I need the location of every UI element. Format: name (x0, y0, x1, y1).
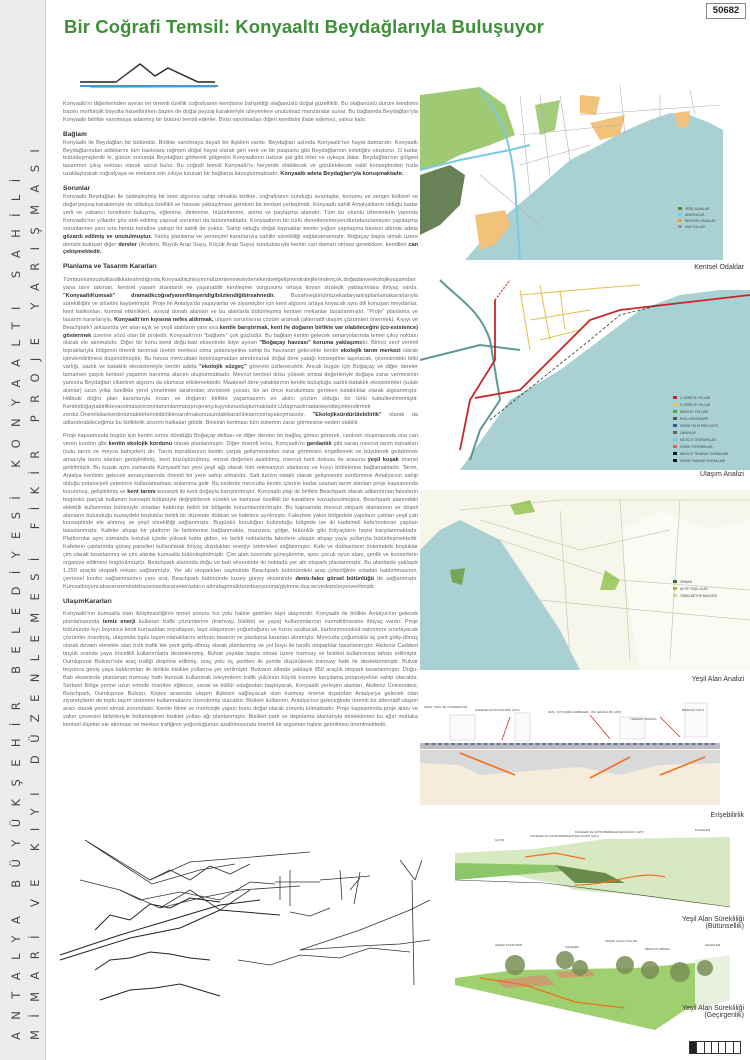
ulasim-text: Konyaaltı'nın kumsalla olan iletişimsizliğinin temel sorunu hız yolu haline getirilen taşıt ulaşımıdır. Konyaaltı ile birlikte Antalya'nın gelecek planlamasında (63, 611, 418, 626)
section-erisebilirlik (420, 705, 730, 810)
map-ulasim-analizi (420, 280, 750, 470)
sea-area (460, 290, 750, 470)
svg-text:ÖNERİ TELEFERİK HATTI: ÖNERİ TELEFERİK HATTI (680, 424, 719, 428)
label-tramvay: TRAMVAY DURAĞI (630, 717, 657, 721)
caption-line: Yeşil Alan Sürekliliği (682, 1005, 744, 1012)
map-kentsel-odaklar (420, 75, 750, 260)
sheet-segment (726, 1042, 733, 1053)
section-heading-ulasim: UlaşımKararları (63, 597, 112, 605)
svg-text:AKTİF YEŞİL ALAN: AKTİF YEŞİL ALAN (680, 587, 708, 591)
planlama-bold: "Boğaçay havzası" koruma yaklaşımı (259, 340, 361, 347)
planlama-text: olarak da adlandırabileceğimiz bu birliktelik zincirin halkaları gibidir. Birisinin kırılması tüm sistemin zarar görmesine neden olabilir. (63, 411, 418, 426)
planlama-paragraph-1 (63, 277, 418, 427)
planlama-bold: yeşil kuşak (367, 457, 399, 464)
caption-ulasim-analizi: Ulaşım Analizi (700, 471, 744, 478)
svg-text:RAYLI SİSTEMLER: RAYLI SİSTEMLER (680, 417, 708, 421)
sidebar-banner (0, 0, 46, 1060)
sheet-segment (697, 1042, 704, 1053)
competition-owner-text: ANTALYA BÜYÜKŞEHİR BELEDİYESİ KONYAALTI SAHİLİ (9, 166, 23, 1040)
caption-line: (Geçirgenlik) (704, 1012, 744, 1019)
caption-yesil-alan-analizi: Yeşil Alan Analizi (691, 676, 744, 683)
planlama-bold: deniz-falez görsel bütünlüğü (295, 575, 375, 582)
label-ahsap-platform: AHŞAP PLATFORM (495, 943, 523, 947)
section-heading-baglam: Bağlam (63, 130, 87, 138)
caption-line: Yeşil Alan Sürekliliği (682, 916, 744, 923)
planlama-bold: "Ekolojiksürdürülebilirlik" (312, 411, 382, 418)
baglam-text: Konyaaltı ile Beydağları bir bütündür. Birlikte varolmaya dayalı bir ilişkileri vardır. Beydağları aslında Konyaaltı'nın hayat damarıdır. Konyaaltı Beydağlarından aldıklarını tüm baskılara rağmen doğal hayat olarak geri verir ve bir paspartu gibi Beydağlarının estetiğini oluşturur. O kadar bütünleşmişlerdir ki, günün sonunda Beydağları görkemli gölgesini Konyaaltının üstüne şal gibi örter ve uykuya dalar. Beydağları'nın gölgesi tasarımın çıkış noktası olarak vücut bulur. Bu coğrafi temsil Konyaaltı'nı heryerde olabilecek ve görülebilecek sahil konseptinden hızla uzaklaştırarak coğrafyaya ve mekana sıkı sıkıya tutunan bir bağlama kavuşturmaktadır. (63, 139, 418, 178)
sheet-segment (734, 1042, 740, 1053)
planlama-text: ulaşım sorunlarına çözüm aramak (alternatif ulaşım çözümleri önermek), Kıyıyı ve Beachpark'ı arkasında yer alan açık ve yeşil alanların yanı sıra (63, 316, 418, 331)
planlama-text: konsepti ile kent doğayla barıştırılmıştır. Konyaaltı plajı ile birlikte Beachpark olarak adlandırılan falezlerin bugünkü parçalı kullanım konsepti bütünüyle değiştirilerek sürekli ve kamusal özellikli bir karaktere kavuşturulmuştur. Beachpark alanındaki eklektik kullanımlar bütünüyle ortadan kaldırılıp belirli bir bölgede konumlandırılmıştır. Bu kapsamda mevcut otopark alanlarının ve döşeli alanların bulunduğu kuzeydeki boşluklar belirli bir düzende dükkan ve kafelere ayrılmıştır. Falezlere yakın bölgedeki yapıların çatıları yeşil çatı konseptinde ele alınmış ve yeşil sürekliliği sağlanmıştır. Bugünkü koruluğun bulunduğu bölgede ise iki kademeli kafe/restoran yapıları tasarlanmıştır. Kafeler ahşap bir platform ile birbirlerine bağlanmakta, manzara, gölge, bütünlük gibi ihtiyaçların hepsi karşılanmaktadır. Platformlar aynı zamanda koruluk içinde yüksek kotta giden, ve belirli noktalarda falezlere ulaşan ahşap yaya yollarıyla bütünleşmektedir. Kafelerin çatılarında güneş panelleri kullanılarak ihtiyaç duydukları enerjiyi üretmeleri sağlanmıştır. Kafe ve dükkanların önlerindeki boşluklar çim olarak tasarlanmış ve çim alanlar kumsalla bütünleştirilmiştir. Çim alan üzerinde güneşlenme, spor, çocuk oyun alanı, şenlik ve konserlerin organize edilmesi öngörülmüştür. Beachpark alanında doğu ve batı ekseninde iki noktada yer altı otopark planlanmıştır. Bu alanlarda yaklaşık 1.250 araçlık otopark imkanı sağlanmıştır. Yer altı otoparkları sayesinde Beachpark bütünündeki araç çirkinliğinin ortadan kaldırılmasının, çevresel konfor sağlanmasının yanı sıra, Beachpark bütününde kuzey güney ekseninde (63, 488, 418, 582)
legend-label: AKARSULAR (685, 213, 705, 217)
proposed-road (495, 280, 510, 300)
svg-text:2. DERECE YOLLAR: 2. DERECE YOLLAR (680, 403, 711, 407)
label-kafeler: KAFELER (FOTOVOLTAİK ÇATI) (475, 708, 520, 712)
label-kafeler-1: KAFELER VE SATIŞ BİRİMLERİ (EKOLOJİK ÇATI) (530, 834, 599, 838)
legend-label: KENTSEL ODAKLAR (685, 219, 716, 223)
label-falezler: FALEZLER (695, 828, 711, 832)
entry-code: 50682 (706, 3, 746, 19)
svg-text:MEVCUT OTOPARKLAR: MEVCUT OTOPARKLAR (680, 438, 716, 442)
label-kafeler: KAFELER (565, 945, 579, 949)
label-ahsap-ucan-yollar: AHŞAP UÇAN YOLLAR (605, 939, 638, 943)
ulasim-bold: temiz enerji (102, 619, 136, 626)
sheet-segment (690, 1042, 697, 1053)
sorunlar-bold: dereler (118, 241, 137, 248)
svg-text:ORMAN: ORMAN (680, 580, 692, 584)
sorunlar-bold: can çekişmektedir. (63, 241, 418, 256)
caption-butunsellik (640, 916, 744, 930)
label-mevcut-orman: MEVCUT ORMAN (645, 947, 670, 951)
planlama-text: de sağlanmıştır. Kumsalboyuncabazenzemindebazeniseduvarveterasların altındagömüktarzdasoyunma/giyinme,duş,wcvedepolaryerverilmiştir. (63, 575, 418, 590)
svg-text:MEVCUT TRAMVAY DURAKLARI: MEVCUT TRAMVAY DURAKLARI (680, 452, 729, 456)
planlama-text: görevini üstlenecektir. Ancak bugün için Boğaçay ve diğer dereler tamamen çarpık kentsel yaşamın barınma alanını oluşturmaktadır. Mevcut kentsel doku yüksek emsal değerleriyle doğaya zarar vermesinin yanısıra Beydağları silüetinin algısını da olumsuz etkilemektedir. Maalesef dere yataklarının kentle buluştuğu sazlık-bataklık ekosistemler (sulak alanlar) uzun yıllar özellikle yerel yönetimler tarafından sivrisinek yuvası, bir an önce kurutulması gereken bataklıklar olarak algılanmıştır. Hâlbuki doğru plan kararlarıyla insan ve doğanın birlikte yaşamasının en akılcı çözüm olduğu bir türlü kabullenilmemiştir. Kentindoğaylabirliktevarolmasürecinintanımlanmasıprojeninçıkışyolunuoluşturmaktadır.Uzlaşmaolmadankentibiçimlendirmek zordur.Önemliolankentintümaktörlerininbirliktevarolmakonusundakikararlılıklarınıortayakoymasıdır. (63, 364, 418, 418)
river (420, 345, 520, 360)
label-bisiklet: BİSİKLET YOLU (682, 708, 705, 712)
planlama-text: Proje kapsamında bugün için kentin sırtını döndüğü Boğaçay deltası ve diğer dereler bir bağlaç görevi görerek, canlının oluşmasında ona can veren kordon gibi (63, 433, 418, 448)
primary-road (460, 300, 495, 450)
planlama-bold: kent tarımı (127, 488, 156, 495)
planlama-text: önerisi getirilmiştir. Bu kuşak aynı zamanda Konyaaltı'nın yeni yeşil ağı olarak tüm rekreasyon alanlarını ve kıyıyı birbirlerine bağlamaktadır. Tarım, Antalya kentinin gelecek senaryolarında önemli bir yere sahip olmalıdır. Salt turizm odaklı olarak gelişmesini sürdürmesi Antalya'nın sahip olduğu potansiyeli yeterince kullanamaması anlamına gelir. Bu nedenle mevcutta kentin içlerine kadar uzanan tarım alanları proje kapsamında korunmuş, geliştirilmiş ve (63, 457, 418, 495)
sorunlar-paragraph (63, 194, 418, 257)
caption-line: (Bütünsellik) (705, 923, 744, 930)
label-cayir: ÇAYIR (495, 838, 504, 842)
legend-label: ANA YOLLAR (685, 225, 705, 229)
planlama-paragraph-2 (63, 433, 418, 591)
section-heading-sorunlar: Sorunlar (63, 185, 91, 193)
planlama-bold: kentin ekolojik kordonu (108, 441, 173, 448)
planlama-bold: Konyaaltı'nın kıyısına nefes aldırmak, (114, 316, 214, 323)
baglam-paragraph (63, 140, 418, 180)
sheet-segment (712, 1042, 719, 1053)
text-column (63, 101, 418, 736)
sheet-segment (719, 1042, 726, 1053)
section-heading-planlama: Planlama ve Tasarım Kararları (63, 263, 157, 271)
svg-text:BİSİKLET YOLLARI: BİSİKLET YOLLARI (680, 410, 709, 414)
page-title: Bir Coğrafi Temsil: Konyaaltı Beydağlarıyla Buluşuyor (64, 16, 544, 37)
sheet-segment (705, 1042, 712, 1053)
svg-text:ÖNERİ OTOPARKLAR: ÖNERİ OTOPARKLAR (680, 445, 713, 449)
planlama-bold: ekolojik tarım merkezi (340, 348, 401, 355)
section-butunsellik (455, 828, 730, 915)
mountain-sketch-2 (60, 898, 280, 1000)
mountain-logo-icon (80, 52, 220, 92)
legend-label: YEŞİL ALANLAR (685, 207, 710, 211)
caption-gecirgenlik (640, 1005, 744, 1019)
map-yesil-alan-analizi (420, 490, 750, 670)
planlama-text: Tümbuolumsuzluklardikkatealındığında,Konyaaltıiçinkıyınındüzenlenmesindenekentselgelişmestratejilerindençok,doğadanveekolojikyaşamdan yana tavır takınan, kentsel yaşam standardı ve yaşanabilir kentleşme vurgusunu ortaya koyan stratejik yaklaşımlara ihtiyaç vardır. (63, 277, 418, 292)
planlama-bold: kentle barıştırmak, kent ile doğanın birlikte var olabileceğini (co-existence) göstermek (63, 324, 418, 339)
planlama-text: üzerine sözü olan bir projedir. Konyaaltı'nın "bağlamı" çok güçlüdür. Bu bağlam kentin gelecek senaryolarında temel çıkış noktası olarak ele alınmalıdır. Diğer bir konu kenti doğu-batı ekseninde ikiye ayıran (63, 332, 418, 347)
caption-erisebilirlik: Erişebilirlik (710, 812, 744, 819)
sorunlar-text: (Arıdere, Büyük Arap Suyu, Küçük Arap Suyu) sunduklarıyla kentin can damarı olması gerekirken, kendileri (138, 241, 407, 248)
label-dus: DUŞ - SOYUNMA KABİNLERİ - WC (EKOLOJİK ÇATI) (548, 710, 622, 714)
planlama-bold: "KonyaaltıKumsalı" dramatikcoğrafyanınfilmşeridigibiizlendiğibirsahnedir. (63, 293, 275, 300)
sorunlar-text: Konyaaltı Beydağları ile özdeşleşmiş bir kent algısına sahip olmakla birlikte, coğrafyanın sunduğu avantajlar, konumu ve zengin kültürel ve doğal peyzaj karakteriyle de oldukça özellikli ve hassas yaklaşılması gereken bir kentsel yerleşimdir. Konyaaltı sahili Antalyalıların olduğu kadar yerli ve yabancı turistlerin buluşma, eğlenme, dinlenme, hüzünlenme, anma ve paylaşma alanıdır. Tüm bu olumlu izlenimlerin yanında Konyaaltı'nın yıllardır göz ardı edilmiş yapısal sorunları da bulunmaktadır. Konyaaltının bir türlü denetlenemeyen/durudurulamayan yapılaşma sorunlarının yanı sıra henüz kendine yakışır bir sahili de yoktur. Sahip olduğu doğal kaynaklar kentin yoğun yapılaşma baskısı altında adeta (63, 194, 418, 232)
planlama-text: dır. Birinci sınıf verimli topraklarıyla bölgenin önemli tarımsal üretim merkezi olma potansiyeline sahip bu havzanın gelecekte kentin (63, 340, 418, 355)
label-falezler: FALEZLER (705, 943, 721, 947)
intro-paragraph: Konyaaltı'nı diğerlerinden ayıran en önemli özellik coğrafyanın kendisine bahşettiği olağanüstü doğal güzelliktir. Bu olağanüstü durum kendisini bazen morfolojik boyutta hissettirirken bazen de doğal peyzaj karakteriyle izleyenlere unutulmaz manzaralar sunar. Bu bağlamda Beydağları'yla Konyaaltı birlikte varolmaya adanmış bir bütünü temsil ederler. Birisi varolmadan diğeri kendisini ifade edemez, yalnız kalır. (63, 101, 418, 123)
planlama-bold: "ekolojik süzgeç" (199, 364, 247, 371)
sorunlar-bold: gözardı edilmiş ve unutulmuştur. (63, 233, 152, 240)
sheet-indicator (689, 1041, 741, 1054)
competition-name-text: MİMARİ VE KIYI DÜZENLEMESİ FİKİR PROJE YARIŞMASI (28, 136, 42, 1040)
planlama-text: olarak işlevlendirilmesi düşünülmüştür. Bu havza mevcuttaki betonlaşmadan arındırılarak doğal dere yatağı konseptine taşınacak, çevresindeki bitki varlığı, sazlık ve bataklık ekosistemiyle kentin adeta (63, 348, 419, 371)
svg-text:1. DERECE YOLLAR: 1. DERECE YOLLAR (680, 396, 711, 400)
svg-text:TARIM-MEYVE BAHÇESİ: TARIM-MEYVE BAHÇESİ (680, 594, 717, 598)
ulasim-paragraph (63, 611, 418, 730)
planlama-bold: gerdanlık (306, 441, 332, 448)
ulasim-text: kullanan trafik çözümlerine (tramvay, bisiklet ve yaya) kullanımlarının özendirilmesine ihtiyaç vardır. Proje bütününde kıyı boyunca kenti kumsaldan soyutlayan, taşıt ulaşımının yoğunluğunu ve hızını azaltacak, karbonmonoksit salınımını sınırlayacak çözümler önerilmiş, ulaşımda toplu taşım olanaklarını arttıran tasarım ve planlama kararları alınmıştır. Mevcutta çoğunlukla üç şerit gidiş-dönüş olarak devam etmekte olan hızlı trafik tek şerit gidiş-dönüş olarak planlanmış ve yol boyu iki taraflı otoparklar tasarlanmıştır. Akdeniz Caddesi büyük oranda yaya öncelikli kullanımlarla desteklenmiş, Bulvar yayalar başta olmak üzere tramvay ve bisiklet kullanımına tahsis edilmiştir. Dumlupınar Bulvarı'nda araç trafiği disipline edilmiş, araç yolu üç şeritten iki şeride düşürülerek tramvay hattı ile desteklenmiştir. Bulvar boyunca geniş yaya kaldırımları ile birlikte bisiklet yollarına yer verilmiştir. Bulvarın altında yaklaşık 850 araçlık otopark tasarlanmıştır. Doğu-Batı ekseninde planlanan tramvay hattı kumsalı kullanmak isteyenlerin trafik yükünün büyük kısmını karşılama potansiyeline sahip olacaktır. Serbest Bölge yerine uzun erimde önerilen eğlence, sanat ve kültür odağından başlayarak, Konyaaltı yerleşim alanları, Akdeniz Üniversitesi, Beachpark, Dumlupınar Bulvarı, Kepez arasında ulaşım ilişkisini sağlayacak olan tramvay önerisi dışarıdan Antalya'ya gelecek olan ziyaretçilerin de toplu taşım sistemini kullanmalarını özendirmiş olacaktır. Bisiklet kullanımı, Antalya'nın geleceğinde önemli bir alternatif ulaşım aracı olarak yerini almak zorundadır. Kentin iklimi ve morfolojik yapısı bunu doğal olarak zorunlu kılmaktadır. Proje kapsamında proje alanı ve yakın çevresini birbirleriyle bütünleştiren bisiklet yolları ağı planlanmıştır. Bisiklet park ve depolama alanlarıyla desteklenen bu ağın mutlaka kentsel ölçekte ele alınması ve merkez trafiğinin yoğunluğunun azaltılmasında önemli bir argüman haline getirilmesi önerilmektedir. (63, 619, 418, 729)
sketch-drawings (60, 820, 430, 1060)
label-kafeler-2: KAFELER VE SATIŞ BİRİMLERİ (EKOLOJİK ÇATI) (575, 830, 644, 834)
caption-kentsel-odaklar: Kentsel Odaklar (694, 264, 744, 271)
planlama-text: Busahnegünümüzekadaryanlışplanlamakararlarıyla sürekliliğini ve silüetini kaybetmiştir. Proje ile Antalya'da yaşayanlar ve ziyaretçiler için kent algısını ortaya koyacak aynı dili konuşan meydanlar, kent balkonları, kumsal etkinlikleri, sosyal donatı alanları ve bu alanlarla bütünleşmiş kentsel mekanlar tasarlanmıştır. "Proje" planlama ve tasarım kararlarıyla, (63, 293, 418, 323)
svg-text:ÖNERİ TRAMVAY DURAKLARI: ÖNERİ TRAMVAY DURAKLARI (680, 459, 725, 463)
planlama-text: olarak planlanmıştır. Diğer önemli konu, Konyaaltı'nı (174, 441, 305, 448)
svg-text:LİMANLAR: LİMANLAR (680, 431, 696, 435)
sorunlar-text: Yanlış planlama ve yerseçimi kararlarıyla sahilin sürekliliği sağlanamamıştır. Boğaçay başta olmak üzere denizle buluşan diğer (63, 233, 419, 248)
baglam-emphasis: Konyaaltı adeta Beydağları'yla konuşmaktadır. (280, 171, 404, 178)
planlama-text: gibi saran mevcut tarım toprakları (sulu tarım ve meyva bahçeleri) dır. Tarım topraklarının kentin çarpık gelişmesinden zarar görmesini engellemek ve büyüterek geliştirmek amacıyla tarım alanları genişletilmiş, kent büzüştürülmüş, emsal değerleri azaltılmış, mevcut kent dokusu ile arasına (63, 441, 419, 464)
label-arac-yolu: ARAÇ YOLU VE OTOPARKLAR (424, 705, 468, 709)
